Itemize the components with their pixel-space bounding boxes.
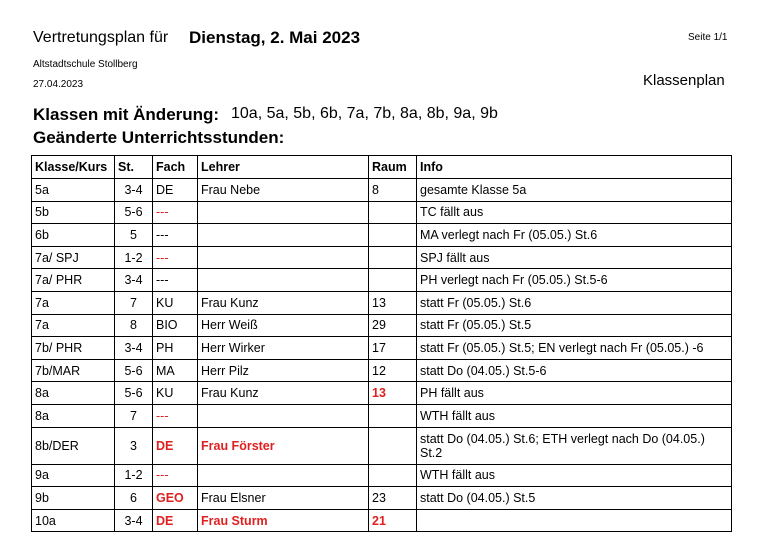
cell-raum (369, 427, 417, 464)
table-row (32, 382, 732, 405)
cell-klasse: 5a (32, 179, 115, 202)
table-row (32, 314, 732, 337)
cell-klasse: 7a (32, 291, 115, 314)
cell-stunde: 1-2 (115, 246, 153, 269)
cell-info: statt Fr (05.05.) St.5 (417, 314, 732, 337)
cell-fach: --- (153, 201, 198, 224)
column-header-klasse: Klasse/Kurs (32, 156, 115, 179)
column-header-lehrer: Lehrer (198, 156, 369, 179)
cell-info: PH verlegt nach Fr (05.05.) St.5-6 (417, 269, 732, 292)
cell-stunde: 5 (115, 224, 153, 247)
cell-klasse: 8a (32, 382, 115, 405)
cell-info: statt Fr (05.05.) St.6 (417, 291, 732, 314)
cell-klasse: 7b/MAR (32, 359, 115, 382)
plan-title: Vertretungsplan für (33, 29, 169, 46)
changed-classes-label: Klassen mit Änderung: (33, 105, 220, 124)
cell-info: gesamte Klasse 5a (417, 179, 732, 202)
cell-fach: DE (153, 509, 198, 532)
created-date: 27.04.2023 (33, 79, 84, 90)
cell-klasse: 7a/ PHR (32, 269, 115, 292)
cell-raum: 23 (369, 487, 417, 510)
cell-fach: KU (153, 382, 198, 405)
cell-stunde: 5-6 (115, 382, 153, 405)
cell-klasse: 7a (32, 314, 115, 337)
cell-fach: KU (153, 291, 198, 314)
cell-stunde: 7 (115, 404, 153, 427)
cell-stunde: 8 (115, 314, 153, 337)
table-row (32, 427, 732, 464)
cell-lehrer: Frau Nebe (198, 179, 369, 202)
substitution-table (31, 155, 732, 532)
cell-lehrer (198, 246, 369, 269)
cell-stunde: 7 (115, 291, 153, 314)
cell-raum: 21 (369, 509, 417, 532)
cell-raum: 13 (369, 382, 417, 405)
cell-fach: --- (153, 246, 198, 269)
cell-fach: MA (153, 359, 198, 382)
table-row (32, 269, 732, 292)
cell-raum (369, 464, 417, 487)
cell-klasse: 9a (32, 464, 115, 487)
cell-stunde: 5-6 (115, 359, 153, 382)
cell-stunde: 6 (115, 487, 153, 510)
cell-raum: 12 (369, 359, 417, 382)
table-row (32, 201, 732, 224)
cell-lehrer: Herr Weiß (198, 314, 369, 337)
cell-raum (369, 246, 417, 269)
cell-klasse: 7a/ SPJ (32, 246, 115, 269)
cell-stunde: 3-4 (115, 337, 153, 360)
table-row (32, 291, 732, 314)
cell-info: statt Do (04.05.) St.6; ETH verlegt nach Do (04.05.) St.2 (417, 427, 732, 464)
cell-klasse: 10a (32, 509, 115, 532)
cell-fach: PH (153, 337, 198, 360)
cell-raum (369, 224, 417, 247)
cell-stunde: 1-2 (115, 464, 153, 487)
cell-lehrer (198, 464, 369, 487)
cell-klasse: 8b/DER (32, 427, 115, 464)
cell-info: PH fällt aus (417, 382, 732, 405)
cell-stunde: 5-6 (115, 201, 153, 224)
cell-klasse: 6b (32, 224, 115, 247)
cell-fach: GEO (153, 487, 198, 510)
cell-raum: 29 (369, 314, 417, 337)
cell-info: TC fällt aus (417, 201, 732, 224)
cell-info: statt Do (04.05.) St.5-6 (417, 359, 732, 382)
cell-info: MA verlegt nach Fr (05.05.) St.6 (417, 224, 732, 247)
cell-fach: DE (153, 427, 198, 464)
cell-raum (369, 201, 417, 224)
cell-fach: --- (153, 404, 198, 427)
table-row (32, 404, 732, 427)
cell-lehrer: Frau Sturm (198, 509, 369, 532)
view-type: Klassenplan (643, 72, 725, 89)
cell-raum: 13 (369, 291, 417, 314)
cell-lehrer: Frau Kunz (198, 291, 369, 314)
column-header-stunde: St. (115, 156, 153, 179)
cell-fach: --- (153, 464, 198, 487)
cell-lehrer: Frau Kunz (198, 382, 369, 405)
table-row (32, 509, 732, 532)
changed-classes-list: 10a, 5a, 5b, 6b, 7a, 7b, 8a, 8b, 9a, 9b (231, 105, 498, 122)
table-row (32, 359, 732, 382)
cell-stunde: 3-4 (115, 179, 153, 202)
cell-fach: DE (153, 179, 198, 202)
cell-lehrer: Herr Pilz (198, 359, 369, 382)
cell-lehrer: Herr Wirker (198, 337, 369, 360)
table-row (32, 464, 732, 487)
plan-date: Dienstag, 2. Mai 2023 (189, 28, 361, 47)
table-row (32, 224, 732, 247)
cell-info: SPJ fällt aus (417, 246, 732, 269)
table-header-row (32, 156, 732, 179)
table-row (32, 246, 732, 269)
cell-klasse: 7b/ PHR (32, 337, 115, 360)
cell-lehrer: Frau Förster (198, 427, 369, 464)
cell-raum (369, 269, 417, 292)
table-row (32, 179, 732, 202)
column-header-raum: Raum (369, 156, 417, 179)
column-header-fach: Fach (153, 156, 198, 179)
cell-lehrer (198, 224, 369, 247)
cell-klasse: 5b (32, 201, 115, 224)
cell-lehrer (198, 269, 369, 292)
school-name: Altstadtschule Stollberg (33, 59, 138, 70)
cell-info: statt Fr (05.05.) St.5; EN verlegt nach Fr (05.05.) -6 (417, 337, 732, 360)
column-header-info: Info (417, 156, 732, 179)
cell-fach: --- (153, 224, 198, 247)
cell-lehrer (198, 201, 369, 224)
page-number: Seite 1/1 (688, 32, 728, 43)
cell-lehrer: Frau Elsner (198, 487, 369, 510)
cell-lehrer (198, 404, 369, 427)
table-row (32, 337, 732, 360)
cell-raum (369, 404, 417, 427)
cell-fach: BIO (153, 314, 198, 337)
cell-raum: 8 (369, 179, 417, 202)
cell-raum: 17 (369, 337, 417, 360)
cell-stunde: 3-4 (115, 509, 153, 532)
cell-stunde: 3-4 (115, 269, 153, 292)
cell-klasse: 9b (32, 487, 115, 510)
cell-klasse: 8a (32, 404, 115, 427)
cell-info: statt Do (04.05.) St.5 (417, 487, 732, 510)
cell-info: WTH fällt aus (417, 464, 732, 487)
cell-info: WTH fällt aus (417, 404, 732, 427)
changed-lessons-heading: Geänderte Unterrichtsstunden: (33, 128, 285, 147)
cell-stunde: 3 (115, 427, 153, 464)
cell-info (417, 509, 732, 532)
table-row (32, 487, 732, 510)
cell-fach: --- (153, 269, 198, 292)
